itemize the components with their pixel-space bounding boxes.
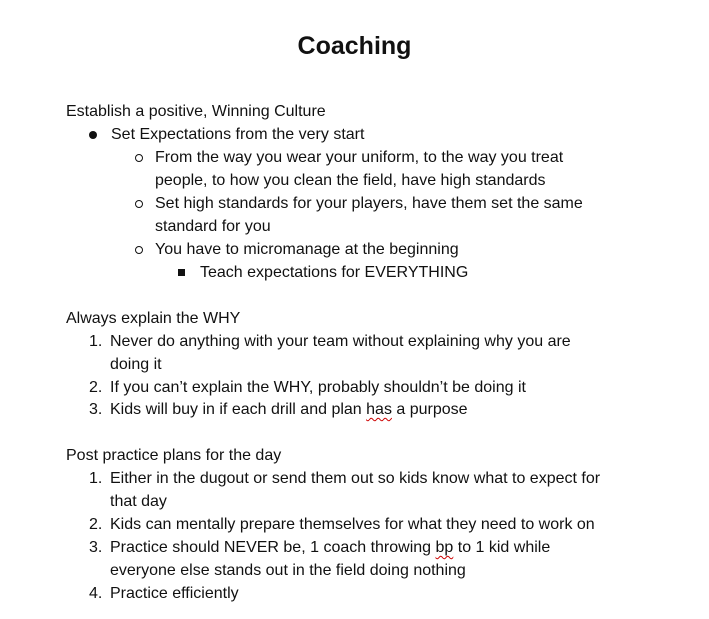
spellcheck-marked-word: has xyxy=(366,401,392,418)
list-number: 2. xyxy=(89,379,103,396)
sub-bullet-uniform-line2: people, to how you clean the field, have high standards xyxy=(155,172,546,189)
plans-item-3-line1 xyxy=(110,538,550,558)
sub-bullet-uniform-line1: From the way you wear your uniform, to the way you treat xyxy=(155,149,564,166)
plans-item-1-line2: that day xyxy=(110,493,167,510)
sub-bullet-standards-line1: Set high standards for your players, have them set the same xyxy=(155,195,583,212)
section-heading-why: Always explain the WHY xyxy=(66,310,241,327)
sub-bullet-standards-line2: standard for you xyxy=(155,218,271,235)
page-title: Coaching xyxy=(297,32,412,60)
list-number: 3. xyxy=(89,401,103,418)
bullet-square-icon xyxy=(178,269,185,276)
why-item-1-line1: Never do anything with your team without explaining why you are xyxy=(110,333,571,350)
plans-item-3-text-start: Practice should NEVER be, 1 coach throwing xyxy=(110,539,436,556)
plans-item-3-text-end: to 1 kid while xyxy=(453,539,551,556)
sub-bullet-micromanage: You have to micromanage at the beginning xyxy=(155,241,459,258)
why-item-3-text-start: Kids will buy in if each drill and plan xyxy=(110,401,367,418)
bullet-circle-icon xyxy=(135,154,143,162)
plans-item-1-line1: Either in the dugout or send them out so kids know what to expect for xyxy=(110,470,601,487)
why-item-1-line2: doing it xyxy=(110,356,162,373)
list-number: 4. xyxy=(89,585,103,602)
list-number: 3. xyxy=(89,539,103,556)
sub-sub-bullet-teach: Teach expectations for EVERYTHING xyxy=(200,264,469,281)
bullet-circle-icon xyxy=(135,200,143,208)
plans-item-2: Kids can mentally prepare themselves for what they need to work on xyxy=(110,516,595,533)
list-number: 1. xyxy=(89,333,103,350)
plans-item-4: Practice efficiently xyxy=(110,585,239,602)
plans-item-3-line2: everyone else stands out in the field doing nothing xyxy=(110,562,466,579)
why-item-3-text-end: a purpose xyxy=(391,401,468,418)
list-number: 2. xyxy=(89,516,103,533)
bullet-disc-icon xyxy=(89,131,97,139)
bullet-circle-icon xyxy=(135,246,143,254)
section-heading-practice-plans: Post practice plans for the day xyxy=(66,447,282,464)
section-heading-culture: Establish a positive, Winning Culture xyxy=(66,103,326,120)
why-item-3 xyxy=(110,400,468,420)
spellcheck-marked-word: bp xyxy=(435,539,454,556)
bullet-set-expectations: Set Expectations from the very start xyxy=(111,126,365,143)
why-item-2: If you can’t explain the WHY, probably shouldn’t be doing it xyxy=(110,379,526,396)
list-number: 1. xyxy=(89,470,103,487)
